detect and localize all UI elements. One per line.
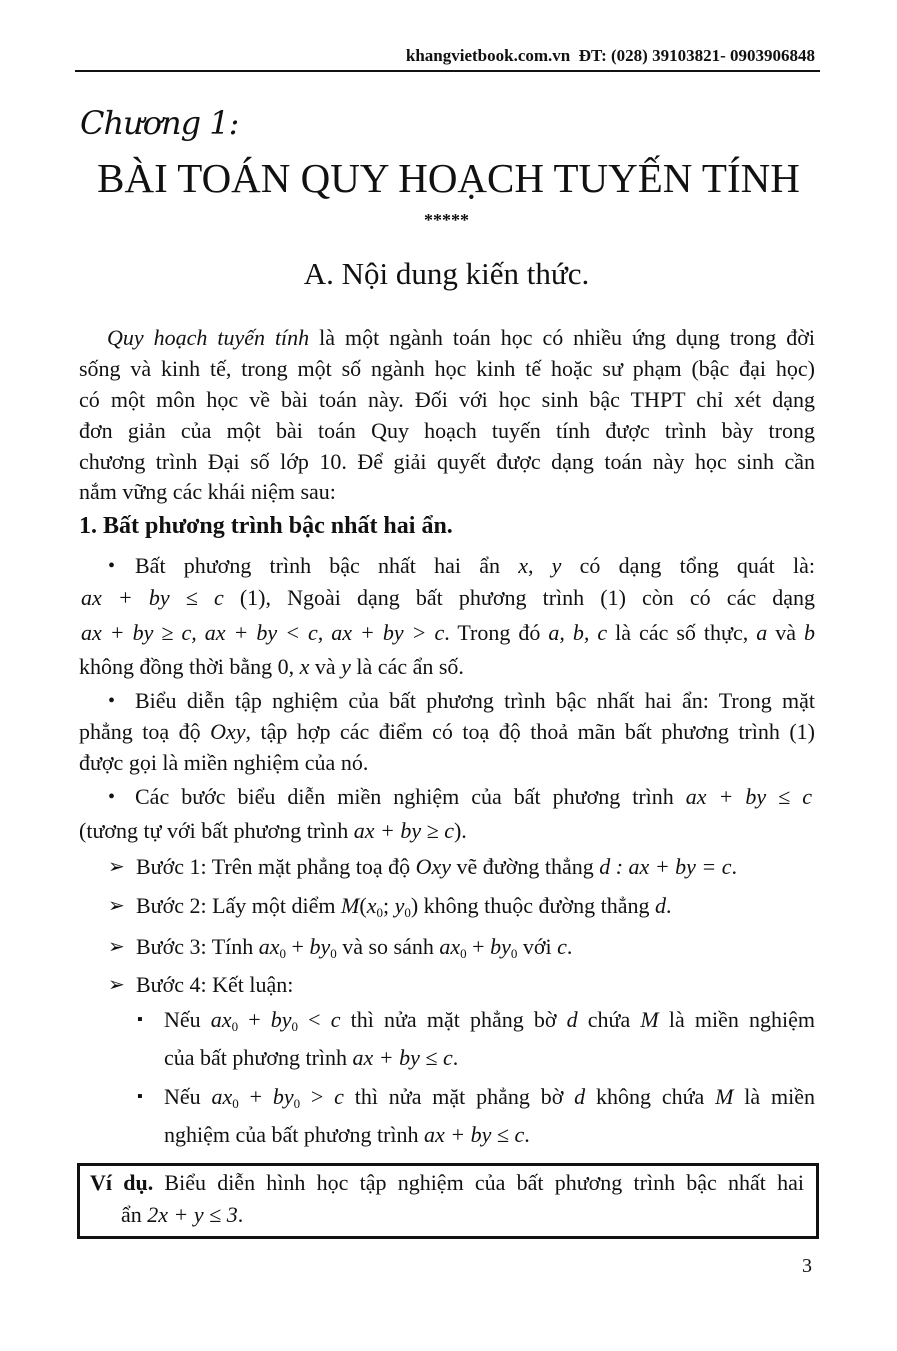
math-text: by [270, 1007, 292, 1032]
text-segment: là một ngành toán học có nhiều ứng dụng trong đời [309, 325, 815, 350]
text-segment: + [238, 1007, 271, 1032]
subscript: 0 [279, 946, 287, 961]
text-segment: không chứa [585, 1084, 716, 1109]
text-segment: < [298, 1007, 331, 1032]
math-text: ax + by ≤ c [81, 585, 224, 610]
bullet-icon: • [108, 555, 116, 577]
text-segment: ẩn [121, 1202, 148, 1227]
math-text: d [654, 893, 666, 918]
text-segment: Bước 3: Tính [136, 934, 259, 959]
text-segment: là các số thực, [607, 620, 757, 645]
text-segment: là miền nghiệm [658, 1007, 815, 1032]
math-text: Oxy [415, 854, 452, 879]
text-line [79, 385, 815, 415]
math-text: Oxy [210, 719, 246, 744]
math-text: ax + by ≥ c [353, 818, 454, 843]
text-line [136, 970, 293, 1000]
text-line [121, 1200, 243, 1230]
text-segment: . [237, 1202, 244, 1227]
text-line [81, 618, 815, 648]
math-text: y [551, 553, 562, 578]
text-segment: thì nửa mặt phẳng bờ [343, 1084, 575, 1109]
text-line [136, 891, 671, 921]
text-segment: Bước 2: Lấy một diểm [136, 893, 342, 918]
text-segment: với [517, 934, 558, 959]
text-segment: . [452, 1045, 459, 1070]
arrow-icon: ➢ [108, 974, 125, 996]
math-text: a, b, c [548, 620, 608, 645]
text-line [107, 323, 815, 353]
subscript: 0 [330, 946, 337, 961]
subscript: 0 [293, 1096, 301, 1111]
text-segment: ). [453, 818, 467, 843]
math-text: y [341, 654, 351, 679]
section-heading: A. Nội dung kiến thức. [303, 256, 590, 291]
text-segment: và [309, 654, 342, 679]
text-line [79, 447, 815, 477]
math-text: b [804, 620, 816, 645]
text-segment: . [524, 1122, 530, 1147]
text-segment: chương trình Đại số lớp 10. Để giải quyết được dạng toán này học sinh cần [79, 449, 815, 474]
text-segment: , tập hợp các điểm có toạ độ thoả mãn bất phương trình (1) [245, 719, 815, 744]
text-segment: có dạng tổng quát là: [561, 553, 815, 578]
text-segment: được gọi là miền nghiệm của nó. [79, 750, 369, 775]
math-text: x [366, 893, 377, 918]
text-line [136, 852, 737, 882]
text-line [81, 583, 815, 613]
subscript: 0 [404, 905, 411, 920]
text-segment: . [665, 893, 672, 918]
text-segment: . Trong đó [444, 620, 549, 645]
subscript: 0 [291, 1019, 299, 1034]
text-segment: của bất phương trình [164, 1045, 353, 1070]
math-text: ax + by ≤ c [424, 1122, 525, 1147]
text-line [135, 551, 815, 581]
math-text: M [341, 893, 360, 918]
math-text: d [566, 1007, 578, 1032]
subscript: 0 [510, 946, 518, 961]
math-text: by [309, 934, 331, 959]
math-text: ax [258, 934, 280, 959]
text-segment: Biểu diễn hình học tập nghiệm của bất phương trình bậc nhất hai [153, 1170, 805, 1195]
text-segment: , [527, 553, 552, 578]
math-text: ax [439, 934, 461, 959]
math-text: d [574, 1084, 586, 1109]
text-line [79, 477, 815, 507]
text-segment: (1), Ngoài dạng bất phương trình (1) còn có các dạng [223, 585, 815, 610]
square-icon: ▪ [137, 1088, 143, 1105]
square-icon: ▪ [137, 1011, 143, 1028]
text-segment: Bước 1: Trên mặt phẳng toạ độ [136, 854, 416, 879]
text-line [79, 748, 815, 778]
text-segment: Các bước biểu diễn miền nghiệm của bất phương trình [135, 784, 686, 809]
text-segment: Ví dụ. [90, 1170, 154, 1195]
text-segment: không đồng thời bằng 0, [79, 654, 300, 679]
math-text: Quy hoạch tuyến tính [107, 325, 310, 350]
subscript: 0 [232, 1096, 239, 1111]
header-rule [75, 70, 820, 72]
text-segment: và so sánh [336, 934, 440, 959]
text-segment: là các ẩn số. [350, 654, 464, 679]
separator-stars: ***** [424, 210, 469, 230]
text-segment: chứa [577, 1007, 641, 1032]
text-segment: + [286, 934, 310, 959]
text-segment: Nếu [164, 1007, 211, 1032]
text-segment: vẽ đường thẳng [451, 854, 600, 879]
math-text: M [715, 1084, 734, 1109]
bullet-icon: • [108, 690, 116, 712]
text-segment: . [566, 934, 573, 959]
text-line [79, 354, 815, 384]
math-text: c [557, 934, 567, 959]
text-segment: phẳng toạ độ [79, 719, 211, 744]
math-text: by [272, 1084, 294, 1109]
text-line [79, 816, 815, 846]
math-text: y [394, 893, 405, 918]
text-segment: thì nửa mặt phẳng bờ [340, 1007, 567, 1032]
text-line [164, 1005, 815, 1035]
math-text: 2x + y ≤ 3 [147, 1202, 238, 1227]
text-segment: sống và kinh tế, trong một số ngành học kinh tế hoặc sư phạm (bậc đại học) [79, 356, 815, 381]
arrow-icon: ➢ [108, 856, 125, 878]
math-text: a [756, 620, 768, 645]
text-line [79, 717, 815, 747]
math-text: ax + by ≤ c [352, 1045, 453, 1070]
math-text: x [299, 654, 310, 679]
text-line [136, 932, 572, 962]
chapter-title: BÀI TOÁN QUY HOẠCH TUYẾN TÍNH [97, 155, 800, 201]
chapter-label: Chương 1: [80, 104, 239, 142]
text-line [164, 1120, 530, 1150]
text-line [90, 1168, 804, 1198]
text-segment: ; [382, 893, 395, 918]
text-segment: ) không thuộc đường thẳng [410, 893, 655, 918]
math-text: M [640, 1007, 659, 1032]
math-text: ax [210, 1007, 232, 1032]
arrow-icon: ➢ [108, 895, 125, 917]
text-segment: Biểu diễn tập nghiệm của bất phương trình bậc nhất hai ẩn: Trong mặt [135, 688, 815, 713]
subscript: 0 [231, 1019, 239, 1034]
text-segment: và [767, 620, 805, 645]
text-segment: là miền [733, 1084, 815, 1109]
math-text: by [490, 934, 511, 959]
arrow-icon: ➢ [108, 936, 125, 958]
subscript: 0 [376, 905, 383, 920]
text-segment: > [300, 1084, 335, 1109]
math-text: ax + by ≤ c [685, 784, 812, 809]
text-segment: nắm vững các khái niệm sau: [79, 479, 336, 504]
text-segment: ( [359, 893, 367, 918]
math-text: x [518, 553, 528, 578]
text-line [164, 1082, 815, 1112]
text-segment: + [466, 934, 491, 959]
text-line [135, 782, 812, 812]
text-line [164, 1043, 458, 1073]
text-segment: Nếu [164, 1084, 212, 1109]
text-segment: có một môn học về bài toán này. Đối với học sinh bậc THPT chỉ xét dạng [79, 387, 815, 412]
text-segment: Bước 4: Kết luận: [136, 972, 294, 997]
subscript: 0 [460, 946, 467, 961]
text-line [79, 652, 815, 682]
math-text: c [330, 1007, 341, 1032]
bullet-icon: • [108, 786, 116, 808]
text-segment: . [731, 854, 738, 879]
math-text: d : ax + by = c [599, 854, 732, 879]
math-text: ax + by ≥ c, ax + by < c, ax + by > c [81, 620, 445, 645]
page-number: 3 [802, 1255, 812, 1277]
subsection-heading: 1. Bất phương trình bậc nhất hai ẩn. [79, 513, 453, 539]
running-header: khangvietbook.com.vn ĐT: (028) 39103821- 0903906848 [405, 46, 815, 65]
text-line [79, 416, 815, 446]
math-text: ax [211, 1084, 233, 1109]
text-segment: nghiệm của bất phương trình [164, 1122, 425, 1147]
text-segment: đơn giản của một bài toán Quy hoạch tuyến tính được trình bày trong [79, 418, 815, 443]
text-line [135, 686, 815, 716]
math-text: c [334, 1084, 344, 1109]
text-segment: (tương tự với bất phương trình [79, 818, 354, 843]
text-segment: + [238, 1084, 273, 1109]
text-segment: Bất phương trình bậc nhất hai ẩn [135, 553, 519, 578]
